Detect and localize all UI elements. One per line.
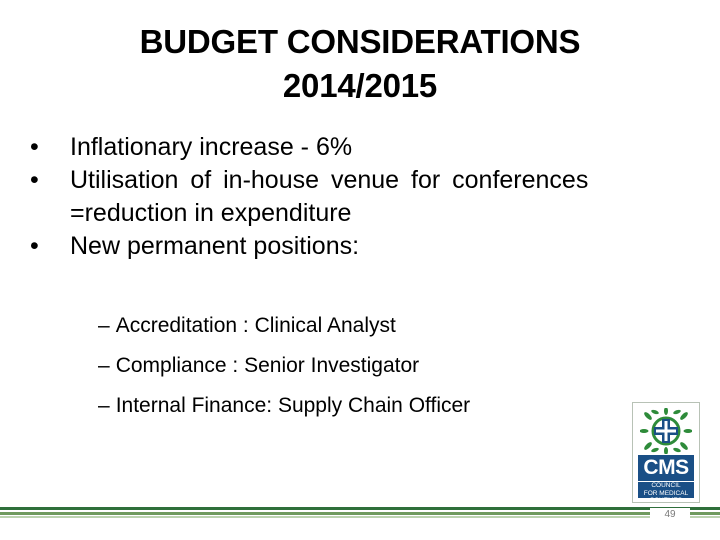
bullet-text: New permanent positions: [70,232,360,260]
logo-council-line-2: FOR MEDICAL SCHEMES [643,489,689,504]
footer-bar-mid [0,512,720,515]
sub-bullet-marker: – [98,354,110,377]
cms-emblem-icon [640,408,692,454]
bullet-text: Utilisation of in-house venue for conferences [70,166,589,194]
bullet-item [30,230,680,263]
logo-council-line-1: COUNCIL [651,482,681,489]
bullet-list [30,131,680,263]
bullet-text: Inflationary increase - 6% [70,133,353,161]
bullet-marker: • [30,133,39,161]
sub-bullet-text: Internal Finance: Supply Chain Officer [115,394,471,417]
bullet-item [30,164,680,230]
sub-bullet-item [98,386,618,426]
title-line-2: 2014/2015 [282,67,438,104]
sub-bullet-marker: – [98,394,110,417]
sub-bullet-item [98,306,618,346]
page-number: 49 [650,508,690,522]
bullet-item [30,131,680,164]
logo-wordmark: CMS [638,455,694,481]
title-line-1: BUDGET CONSIDERATIONS [139,23,581,60]
logo-council-text [638,482,694,504]
bullet-marker: • [30,232,39,260]
sub-bullet-list [98,306,618,426]
footer-bar-light [0,516,720,518]
bullet-continuation: =reduction in expenditure [70,199,352,227]
cms-logo [632,402,700,503]
sub-bullet-text: Accreditation : Clinical Analyst [115,314,396,337]
sub-bullet-text: Compliance : Senior Investigator [115,354,420,377]
sub-bullet-item [98,346,618,386]
footer-bar-dark [0,507,720,510]
slide-title [60,20,660,108]
sub-bullet-marker: – [98,314,110,337]
bullet-marker: • [30,166,39,194]
